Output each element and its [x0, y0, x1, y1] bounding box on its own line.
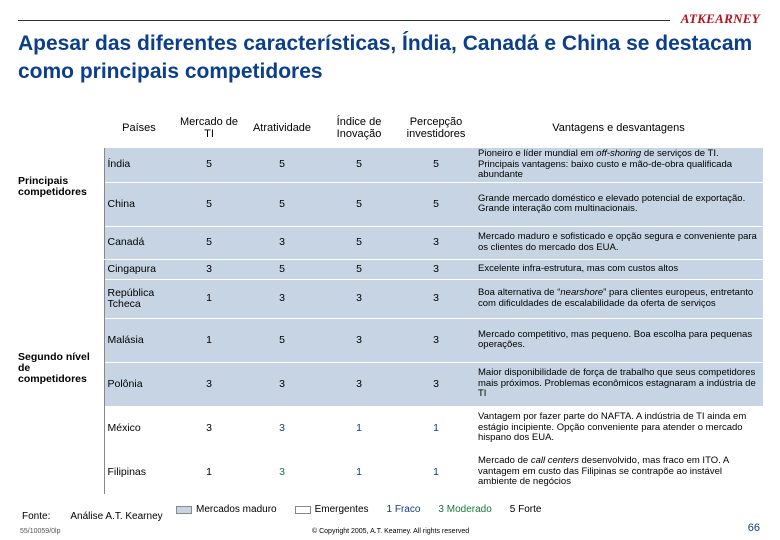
mercado-score: 1 — [174, 279, 244, 318]
country-cell: República Tcheca — [104, 279, 174, 318]
table-row — [18, 226, 763, 259]
advantages-cell: Boa alternativa de “nearshore” para clientes europeus, entretanto com dificuldades de escalabilidade da oferta de serviços — [474, 279, 763, 318]
country-cell: Canadá — [104, 226, 174, 259]
table-row — [18, 259, 763, 279]
legend-item-forte — [510, 504, 542, 515]
inovacao-score: 5 — [320, 259, 398, 279]
percepcao-score: 3 — [398, 362, 474, 406]
country-cell: México — [104, 406, 174, 450]
col-inovacao: Índice de Inovação — [336, 116, 382, 140]
table-row — [18, 318, 763, 362]
group-header — [18, 108, 104, 148]
inovacao-score: 5 — [320, 226, 398, 259]
percepcao-score: 5 — [398, 148, 474, 182]
atratividade-score: 3 — [244, 406, 320, 450]
inovacao-score: 3 — [320, 362, 398, 406]
mercado-score: 3 — [174, 406, 244, 450]
table-row — [18, 450, 763, 494]
inovacao-score: 1 — [320, 406, 398, 450]
legend-label-forte: 5 Forte — [509, 504, 542, 515]
header-rule — [18, 20, 670, 21]
col-atratividade: Atratividade — [252, 122, 312, 134]
country-cell: China — [104, 182, 174, 226]
legend — [176, 504, 559, 515]
legend-label-maduro: Mercados maduro — [196, 504, 277, 515]
legend-item-maduro — [176, 504, 277, 515]
table-row — [18, 182, 763, 226]
advantages-cell: Mercado maduro e sofisticado e opção segura e conveniente para os clientes do mercado dos EUA. — [474, 226, 763, 259]
legend-item-emergentes — [295, 504, 369, 515]
legend-item-fraco — [387, 504, 421, 515]
inovacao-score: 5 — [320, 148, 398, 182]
percepcao-score: 3 — [398, 279, 474, 318]
document-code: 55/10059/0lp — [20, 528, 61, 535]
atratividade-score: 5 — [244, 318, 320, 362]
legend-label-moderado: 3 Moderado — [438, 504, 492, 515]
copyright: © Copyright 2005, A.T. Kearney. All rights reserved — [312, 528, 470, 535]
group-label-principais: Principais competidores — [18, 148, 104, 259]
mercado-score: 1 — [174, 450, 244, 494]
inovacao-score: 1 — [320, 450, 398, 494]
percepcao-score: 1 — [398, 406, 474, 450]
mercado-score: 1 — [174, 318, 244, 362]
source-note — [22, 511, 163, 522]
mercado-score: 5 — [174, 148, 244, 182]
advantages-cell: Excelente infra-estrutura, mas com custos altos — [474, 259, 763, 279]
mercado-score: 5 — [174, 226, 244, 259]
percepcao-score: 1 — [398, 450, 474, 494]
col-percepcao: Percepção investidores — [406, 116, 466, 140]
country-cell: Filipinas — [104, 450, 174, 494]
group-label-segundo: Segundo nível de competidores — [18, 259, 104, 494]
competitors-table — [18, 108, 763, 495]
atratividade-score: 3 — [244, 226, 320, 259]
legend-swatch-emergentes — [295, 506, 311, 514]
legend-label-fraco: 1 Fraco — [386, 504, 421, 515]
advantages-cell: Mercado de call centers desenvolvido, mas fraco em ITO. A vantagem em custo das Filipinas se contrapõe ao instável ambiente de negócios — [474, 450, 763, 494]
country-cell: Cingapura — [104, 259, 174, 279]
percepcao-score: 5 — [398, 182, 474, 226]
col-mercado: Mercado de TI — [179, 116, 239, 140]
table-row — [18, 362, 763, 406]
atratividade-score: 5 — [244, 148, 320, 182]
advantages-cell: Maior disponibilidade de força de trabalho que seus competidores mais próximos. Problemas econômicos estagnaram a indústria de TI — [474, 362, 763, 406]
country-cell: Polônia — [104, 362, 174, 406]
percepcao-score: 3 — [398, 318, 474, 362]
page-number: 66 — [747, 522, 760, 534]
inovacao-score: 5 — [320, 182, 398, 226]
country-cell: Malásia — [104, 318, 174, 362]
atratividade-score: 3 — [244, 362, 320, 406]
col-paises: Países — [122, 122, 156, 134]
advantages-cell: Mercado competitivo, mas pequeno. Boa escolha para pequenas operações. — [474, 318, 763, 362]
advantages-cell: Grande mercado doméstico e elevado potencial de exportação. Grande interação com multinacionais. — [474, 182, 763, 226]
inovacao-score: 3 — [320, 279, 398, 318]
mercado-score: 3 — [174, 259, 244, 279]
source-label: Fonte: — [22, 511, 51, 522]
atratividade-score: 3 — [244, 279, 320, 318]
percepcao-score: 3 — [398, 226, 474, 259]
country-cell: Índia — [104, 148, 174, 182]
source-value: Análise A.T. Kearney — [70, 511, 163, 522]
col-vantagens: Vantagens e desvantagens — [552, 122, 685, 134]
legend-item-moderado — [438, 504, 491, 515]
table-row — [18, 148, 763, 182]
table-row — [18, 406, 763, 450]
legend-swatch-maduro — [176, 506, 192, 514]
mercado-score: 3 — [174, 362, 244, 406]
inovacao-score: 3 — [320, 318, 398, 362]
advantages-cell: Pioneiro e líder mundial em off-shoring de serviços de TI. Principais vantagens: baixo custo e mão-de-obra qualificada abundante — [474, 148, 763, 182]
table-row — [18, 279, 763, 318]
percepcao-score: 3 — [398, 259, 474, 279]
legend-label-emergentes: Emergentes — [314, 504, 369, 515]
company-logo: ATKEARNEY — [680, 11, 760, 26]
advantages-cell: Vantagem por fazer parte do NAFTA. A indústria de TI ainda em estágio incipiente. Opção conveniente para atender o mercado hispano dos EUA. — [474, 406, 763, 450]
atratividade-score: 5 — [244, 182, 320, 226]
atratividade-score: 3 — [244, 450, 320, 494]
atratividade-score: 5 — [244, 259, 320, 279]
mercado-score: 5 — [174, 182, 244, 226]
page-title: Apesar das diferentes características, Índia, Canadá e China se destacam como principais competidores — [18, 32, 753, 83]
